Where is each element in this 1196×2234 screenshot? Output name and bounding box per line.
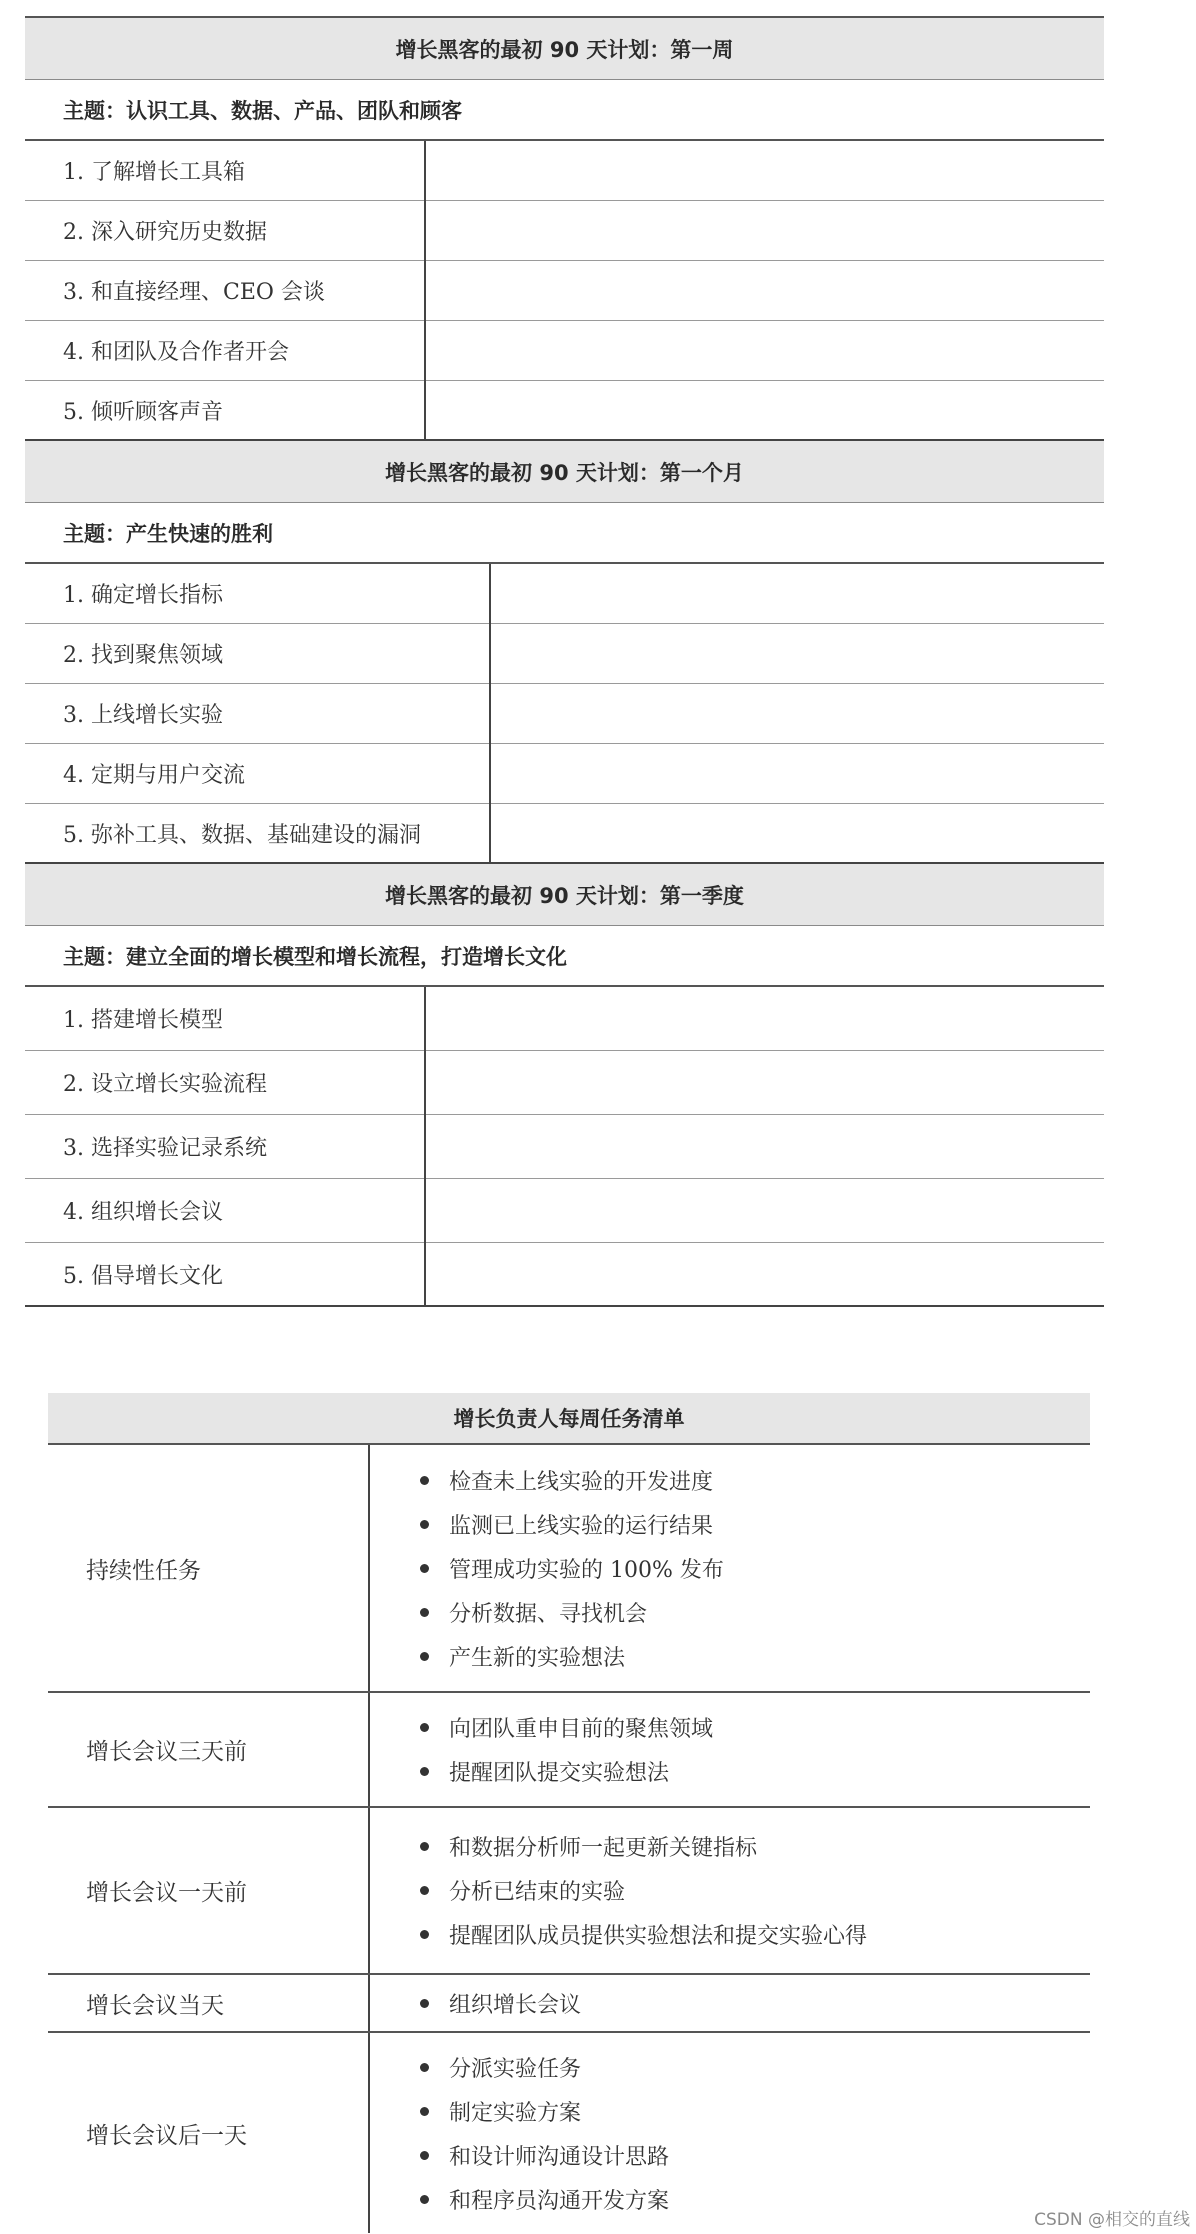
- task-list: [370, 1975, 1090, 2031]
- bullet-icon: [420, 1652, 429, 1661]
- watermark-text: CSDN @相交的直线: [1034, 2210, 1190, 2230]
- plan-item: 1. 搭建增长模型: [25, 987, 1104, 1051]
- task-text: 分析已结束的实验: [449, 1880, 626, 1905]
- task-text: 提醒团队成员提供实验想法和提交实验心得: [449, 1924, 868, 1949]
- weekly-row-label: 增长会议当天: [48, 1975, 370, 2031]
- weekly-row-ongoing: [48, 1445, 1090, 1693]
- weekly-row-label: 增长会议三天前: [48, 1693, 370, 1806]
- bullet-icon: [420, 1723, 429, 1732]
- plan-item: 4. 定期与用户交流: [25, 744, 1104, 804]
- section-theme: 主题：建立全面的增长模型和增长流程，打造增长文化: [25, 926, 1104, 987]
- weekly-row-day-after: [48, 2033, 1090, 2233]
- bullet-icon: [420, 2151, 429, 2160]
- bullet-icon: [420, 1520, 429, 1529]
- task-text: 组织增长会议: [449, 1992, 582, 2018]
- plan-section-month: [25, 441, 1104, 864]
- section-title: 增长黑客的最初 90 天计划：第一季度: [25, 864, 1104, 926]
- task-item: [420, 2045, 1090, 2089]
- plan-item: 5. 倡导增长文化: [25, 1243, 1104, 1307]
- plan-section-quarter: [25, 864, 1104, 1307]
- bullet-icon: [420, 2107, 429, 2116]
- task-item: [420, 2089, 1090, 2133]
- plan-item: 3. 和直接经理、CEO 会谈: [25, 261, 1104, 321]
- task-text: 和数据分析师一起更新关键指标: [449, 1836, 758, 1861]
- task-text: 向团队重申目前的聚焦领域: [449, 1717, 714, 1742]
- bullet-icon: [420, 1930, 429, 1939]
- task-item: [420, 1458, 1090, 1502]
- task-text: 产生新的实验想法: [449, 1645, 626, 1671]
- task-text: 检查未上线实验的开发进度: [449, 1469, 714, 1495]
- bullet-icon: [420, 1564, 429, 1573]
- task-item: [420, 2133, 1090, 2177]
- task-item: [420, 1981, 1090, 2025]
- task-item: [420, 1825, 1090, 1869]
- plan-item: 3. 选择实验记录系统: [25, 1115, 1104, 1179]
- task-text: 和设计师沟通设计思路: [449, 2144, 670, 2170]
- plan-item: 1. 确定增长指标: [25, 564, 1104, 624]
- plan-item: 4. 组织增长会议: [25, 1179, 1104, 1243]
- bullet-icon: [420, 1999, 429, 2008]
- weekly-row-meeting-day: [48, 1975, 1090, 2033]
- bullet-icon: [420, 1886, 429, 1895]
- bullet-icon: [420, 1608, 429, 1617]
- weekly-task-table: [48, 1393, 1090, 2233]
- task-item: [420, 1546, 1090, 1590]
- task-text: 和程序员沟通开发方案: [449, 2188, 670, 2214]
- plan-item: 1. 了解增长工具箱: [25, 141, 1104, 201]
- weekly-title: 增长负责人每周任务清单: [48, 1393, 1090, 1445]
- task-text: 监测已上线实验的运行结果: [449, 1513, 714, 1539]
- task-item: [420, 1869, 1090, 1913]
- plan-item: 5. 倾听顾客声音: [25, 381, 1104, 441]
- section-theme: 主题：产生快速的胜利: [25, 503, 1104, 564]
- task-text: 管理成功实验的 100% 发布: [449, 1557, 724, 1583]
- plan-item: 2. 设立增长实验流程: [25, 1051, 1104, 1115]
- section-theme: 主题：认识工具、数据、产品、团队和顾客: [25, 80, 1104, 141]
- weekly-row-label: 持续性任务: [48, 1445, 370, 1691]
- task-list: [370, 1445, 1090, 1691]
- task-item: [420, 1634, 1090, 1678]
- plan-item: 5. 弥补工具、数据、基础建设的漏洞: [25, 804, 1104, 864]
- plan-items: [25, 564, 1104, 864]
- task-text: 提醒团队提交实验想法: [449, 1761, 670, 1786]
- task-text: 分派实验任务: [449, 2056, 582, 2082]
- task-item: [420, 2177, 1090, 2221]
- task-list: [370, 1693, 1090, 1806]
- task-list: [370, 2033, 1090, 2233]
- task-text: 分析数据、寻找机会: [449, 1601, 648, 1627]
- plan-item: 3. 上线增长实验: [25, 684, 1104, 744]
- section-title: 增长黑客的最初 90 天计划：第一周: [25, 18, 1104, 80]
- plan-section-week: [25, 18, 1104, 441]
- task-item: [420, 1502, 1090, 1546]
- section-title: 增长黑客的最初 90 天计划：第一个月: [25, 441, 1104, 503]
- task-item: [420, 1590, 1090, 1634]
- plan-item: 2. 找到聚焦领域: [25, 624, 1104, 684]
- plan-item: 2. 深入研究历史数据: [25, 201, 1104, 261]
- task-item: [420, 1913, 1090, 1957]
- plan-item: 4. 和团队及合作者开会: [25, 321, 1104, 381]
- plan-items: [25, 141, 1104, 441]
- bullet-icon: [420, 1476, 429, 1485]
- weekly-row-label: 增长会议一天前: [48, 1808, 370, 1973]
- bullet-icon: [420, 2195, 429, 2204]
- bullet-icon: [420, 1767, 429, 1776]
- task-list: [370, 1808, 1090, 1973]
- weekly-row-label: 增长会议后一天: [48, 2033, 370, 2233]
- ninety-day-plan-table: [25, 16, 1104, 1307]
- task-item: [420, 1706, 1090, 1750]
- weekly-row-one-day-before: [48, 1808, 1090, 1975]
- bullet-icon: [420, 2063, 429, 2072]
- task-item: [420, 1750, 1090, 1794]
- task-text: 制定实验方案: [449, 2100, 582, 2126]
- bullet-icon: [420, 1842, 429, 1851]
- weekly-row-three-days-before: [48, 1693, 1090, 1808]
- plan-items: [25, 987, 1104, 1307]
